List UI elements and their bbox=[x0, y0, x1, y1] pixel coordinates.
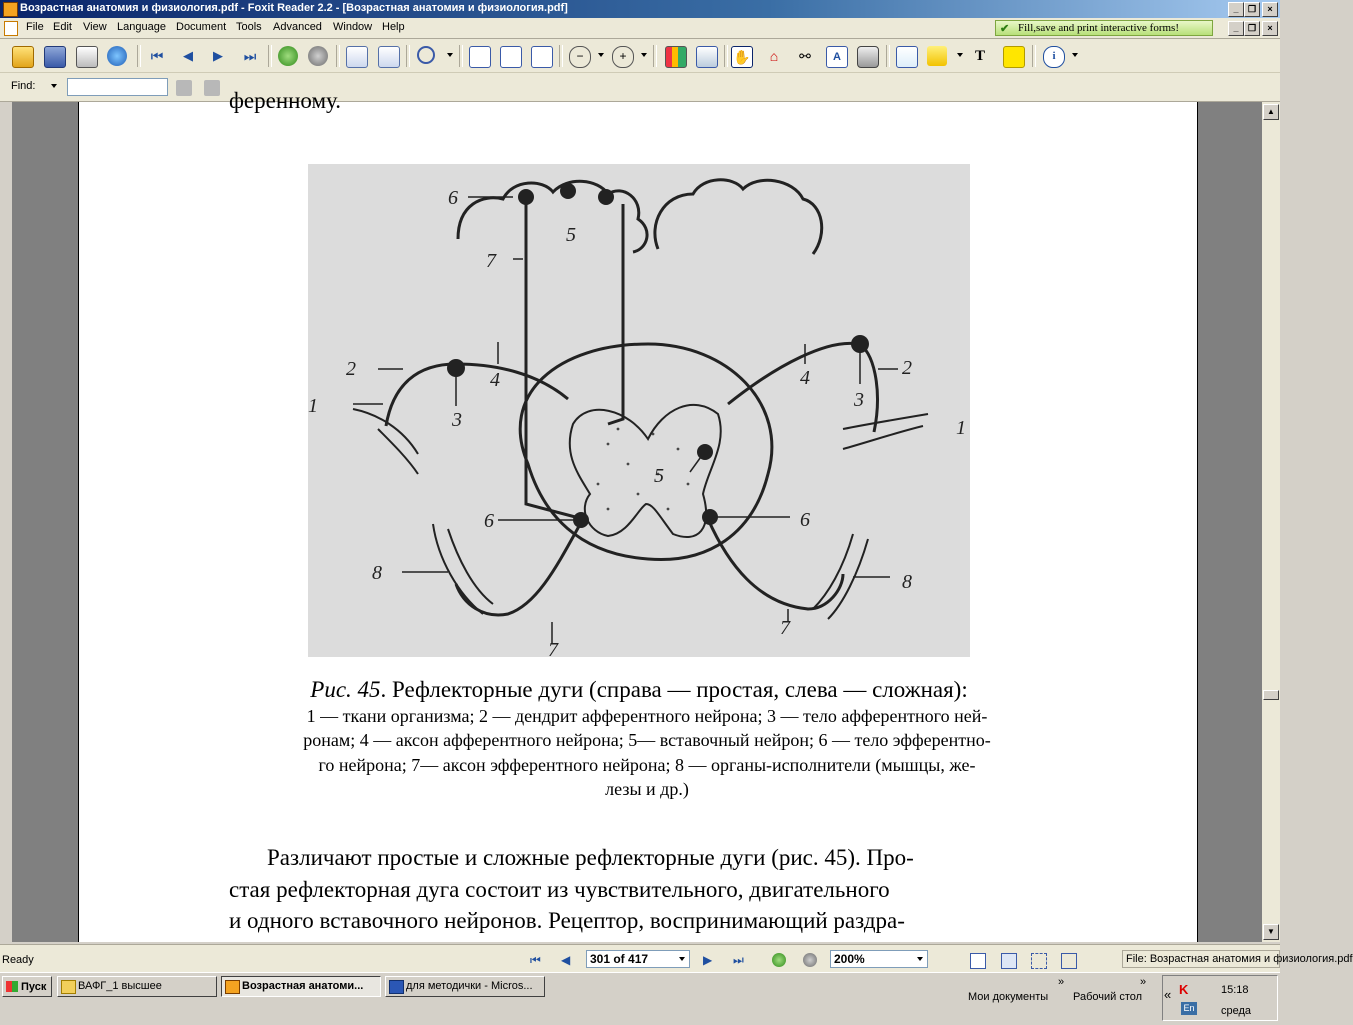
taskbar-button-word-label: для методички - Micros... bbox=[406, 980, 533, 992]
figure-label-6-left: 6 bbox=[484, 510, 494, 532]
continuous-view-icon[interactable] bbox=[1001, 953, 1017, 969]
snapshot-icon[interactable] bbox=[857, 46, 879, 68]
email-icon[interactable] bbox=[107, 46, 127, 66]
checkmark-icon: ✔ bbox=[1000, 23, 1010, 35]
windows-taskbar bbox=[0, 972, 1280, 1025]
quick-my-documents[interactable]: Мои документы bbox=[968, 991, 1049, 1003]
find-binoculars-icon[interactable]: ⚯ bbox=[799, 48, 811, 64]
figure-label-8-left: 8 bbox=[372, 562, 382, 584]
figure-label-3-right: 3 bbox=[854, 389, 864, 411]
print-icon[interactable] bbox=[76, 46, 98, 68]
zoom-out-dropdown-icon[interactable] bbox=[598, 53, 604, 57]
minimize-button[interactable]: _ bbox=[1228, 2, 1244, 17]
quick-desktop[interactable]: Рабочий стол bbox=[1073, 991, 1143, 1003]
legend-line-1: 1 — ткани организма; 2 — дендрит афферентного нейрона; 3 — тело афферентного ней- bbox=[306, 706, 988, 726]
start-label: Пуск bbox=[21, 981, 47, 993]
find-next-icon[interactable] bbox=[204, 80, 220, 96]
scroll-thumb[interactable] bbox=[1263, 690, 1279, 700]
thumbnail-icon[interactable] bbox=[696, 46, 718, 68]
facing-view-icon[interactable] bbox=[1031, 953, 1047, 969]
figure-label-8-right: 8 bbox=[902, 571, 912, 593]
menu-document[interactable]: Document bbox=[176, 21, 227, 33]
fit-page-icon[interactable] bbox=[500, 46, 522, 68]
body-text-line-2: стая рефлекторная дуга состоит из чувствительного, двигательного bbox=[229, 877, 890, 902]
figure-label-7-bottom-left: 7 bbox=[548, 639, 558, 661]
zoom-icon[interactable] bbox=[417, 46, 435, 64]
taskbar-button-word[interactable] bbox=[385, 976, 545, 997]
figure-label-7-top: 7 bbox=[486, 250, 496, 272]
page-layout-icon[interactable] bbox=[346, 46, 368, 68]
zoom-out-icon[interactable]: − bbox=[569, 46, 591, 68]
tray-expand-icon[interactable]: « bbox=[1164, 987, 1172, 1002]
foxit-app-icon bbox=[3, 2, 18, 17]
figure-label-2-right: 2 bbox=[902, 357, 912, 379]
previous-page-icon[interactable]: ◀ bbox=[183, 48, 193, 63]
info-dropdown-icon[interactable] bbox=[1072, 53, 1078, 57]
figure-label-3-left: 3 bbox=[452, 409, 462, 431]
zoom-value: 200% bbox=[834, 952, 865, 966]
caption-text: . Рефлекторные дуги (справа — простая, слева — сложная): bbox=[380, 677, 968, 702]
highlight-dropdown-icon[interactable] bbox=[957, 53, 963, 57]
select-text-icon[interactable]: ⌂ bbox=[769, 48, 779, 64]
taskbar-button-folder[interactable] bbox=[57, 976, 217, 997]
highlight-icon[interactable] bbox=[927, 46, 947, 66]
figure-caption bbox=[289, 677, 989, 703]
figure-label-4-right: 4 bbox=[800, 367, 810, 389]
title-bar bbox=[0, 0, 1280, 18]
taskbar-button-foxit-label: Возрастная анатоми... bbox=[242, 980, 364, 992]
scroll-up-button[interactable]: ▲ bbox=[1263, 104, 1279, 120]
menu-bar bbox=[0, 18, 1280, 39]
kaspersky-icon[interactable]: K bbox=[1179, 982, 1189, 997]
fill-forms-label: Fill,save and print interactive forms! bbox=[1018, 22, 1179, 34]
status-bar bbox=[0, 944, 1353, 973]
note-icon[interactable] bbox=[1003, 46, 1025, 68]
page-number-value: 301 of 417 bbox=[590, 952, 649, 966]
figure-label-2-left: 2 bbox=[346, 358, 356, 380]
figure-label-6-right: 6 bbox=[800, 509, 810, 531]
zoom-field[interactable] bbox=[830, 950, 928, 968]
quick-launch-chevron-2-icon[interactable]: » bbox=[1140, 976, 1147, 988]
menu-file[interactable]: File bbox=[26, 21, 44, 33]
typewriter-icon[interactable]: A bbox=[826, 46, 848, 68]
taskbar-button-foxit[interactable] bbox=[221, 976, 381, 997]
zoom-dropdown-icon[interactable] bbox=[447, 53, 453, 57]
first-page-icon[interactable]: ⏮ bbox=[150, 48, 164, 64]
status-last-page-icon[interactable]: ⏭ bbox=[733, 953, 744, 967]
find-previous-icon[interactable] bbox=[176, 80, 192, 96]
hand-tool-icon[interactable]: ✋ bbox=[731, 46, 753, 68]
actual-size-icon[interactable] bbox=[469, 46, 491, 68]
go-back-icon[interactable] bbox=[278, 46, 298, 66]
form-icon[interactable] bbox=[896, 46, 918, 68]
body-text-line-3: и одного вставочного нейронов. Рецептор, воспринимающий раздра- bbox=[229, 908, 905, 933]
doc-close-button[interactable]: × bbox=[1262, 21, 1278, 36]
caption-prefix: Рис. 45 bbox=[310, 677, 381, 702]
document-icon bbox=[4, 21, 18, 36]
menu-help[interactable]: Help bbox=[382, 21, 405, 33]
find-input[interactable] bbox=[67, 78, 168, 96]
restore-button[interactable]: ❐ bbox=[1244, 2, 1260, 17]
open-icon[interactable] bbox=[12, 46, 34, 68]
single-page-view-icon[interactable] bbox=[970, 953, 986, 969]
status-previous-page-icon[interactable]: ◀ bbox=[561, 953, 571, 967]
figure-label-1-right: 1 bbox=[956, 417, 966, 439]
body-text-line-1: Различают простые и сложные рефлекторные дуги (рис. 45). Про- bbox=[267, 845, 914, 870]
zoom-field-dropdown-icon[interactable] bbox=[917, 957, 923, 961]
figure-label-1-left: 1 bbox=[308, 395, 318, 417]
folder-icon bbox=[61, 980, 76, 994]
save-icon[interactable] bbox=[44, 46, 66, 68]
previous-text-fragment: ференному. bbox=[229, 88, 342, 113]
zoom-in-dropdown-icon[interactable] bbox=[641, 53, 647, 57]
reflex-arc-figure bbox=[308, 164, 970, 661]
status-next-page-icon[interactable]: ▶ bbox=[703, 953, 713, 967]
figure-label-5-center: 5 bbox=[654, 465, 664, 487]
next-page-icon[interactable]: ▶ bbox=[213, 48, 223, 63]
menu-window[interactable]: Window bbox=[333, 21, 373, 33]
menu-language[interactable]: Language bbox=[117, 21, 166, 33]
page-dropdown-icon[interactable] bbox=[679, 957, 685, 961]
close-button[interactable]: × bbox=[1262, 2, 1278, 17]
fill-forms-button[interactable] bbox=[995, 20, 1213, 36]
continuous-facing-view-icon[interactable] bbox=[1061, 953, 1077, 969]
menu-tools[interactable]: Tools bbox=[236, 21, 262, 33]
find-options-dropdown-icon[interactable] bbox=[51, 84, 57, 88]
menu-edit[interactable]: Edit bbox=[53, 21, 72, 33]
status-forward-icon[interactable] bbox=[803, 953, 817, 967]
main-toolbar bbox=[0, 39, 1280, 73]
foxit-icon bbox=[225, 980, 240, 994]
scroll-down-button[interactable]: ▼ bbox=[1263, 924, 1279, 940]
legend-line-3: го нейрона; 7— аксон эфферентного нейрона; 8 — органы-исполнители (мышцы, же- bbox=[318, 755, 976, 775]
figure-label-7-bottom-right: 7 bbox=[780, 617, 790, 639]
window-title: Возрастная анатомия и физиология.pdf - Foxit Reader 2.2 - [Возрастная анатомия и физиология.pdf] bbox=[20, 2, 568, 14]
status-text: Ready bbox=[2, 954, 34, 966]
legend-line-4: лезы и др.) bbox=[605, 779, 689, 799]
rotate-icon[interactable] bbox=[378, 46, 400, 68]
navigation-panel-strip[interactable] bbox=[0, 102, 13, 942]
language-indicator[interactable]: En bbox=[1181, 1002, 1197, 1015]
word-icon bbox=[389, 980, 404, 994]
text-tool-icon[interactable]: T bbox=[974, 48, 985, 64]
taskbar-button-folder-label: ВАФГ_1 высшее bbox=[78, 980, 162, 992]
system-tray bbox=[1162, 975, 1278, 1021]
go-forward-icon[interactable] bbox=[308, 46, 328, 66]
find-toolbar bbox=[0, 73, 1280, 102]
doc-minimize-button[interactable]: _ bbox=[1228, 21, 1244, 36]
status-back-icon[interactable] bbox=[772, 953, 786, 967]
figure-label-6-top: 6 bbox=[448, 187, 458, 209]
clock-day: среда bbox=[1221, 1005, 1252, 1017]
page-number-field[interactable] bbox=[586, 950, 690, 968]
last-page-icon[interactable]: ⏭ bbox=[243, 48, 257, 64]
status-first-page-icon[interactable]: ⏮ bbox=[530, 953, 541, 967]
windows-flag-icon bbox=[6, 981, 18, 992]
legend-line-2: ронам; 4 — аксон афферентного нейрона; 5— вставочный нейрон; 6 — тело эфферентно- bbox=[303, 730, 991, 750]
info-icon[interactable]: i bbox=[1043, 46, 1065, 68]
file-info: File: Возрастная анатомия и физиология.pdf bbox=[1122, 950, 1280, 968]
find-label: Find: bbox=[11, 80, 36, 92]
figure-label-4-left: 4 bbox=[490, 369, 500, 391]
menu-advanced[interactable]: Advanced bbox=[273, 21, 322, 33]
clock-time: 15:18 bbox=[1221, 984, 1249, 996]
start-button[interactable] bbox=[2, 976, 52, 997]
bookmark-panel-icon[interactable] bbox=[665, 46, 687, 68]
figure-label-5-top: 5 bbox=[566, 224, 576, 246]
pdf-page bbox=[78, 88, 1198, 942]
doc-restore-button[interactable]: ❐ bbox=[1244, 21, 1260, 36]
fit-width-icon[interactable] bbox=[531, 46, 553, 68]
vertical-scrollbar[interactable] bbox=[1262, 102, 1280, 942]
menu-view[interactable]: View bbox=[83, 21, 107, 33]
zoom-in-icon[interactable]: + bbox=[612, 46, 634, 68]
quick-launch-chevron-icon[interactable]: » bbox=[1058, 976, 1065, 988]
